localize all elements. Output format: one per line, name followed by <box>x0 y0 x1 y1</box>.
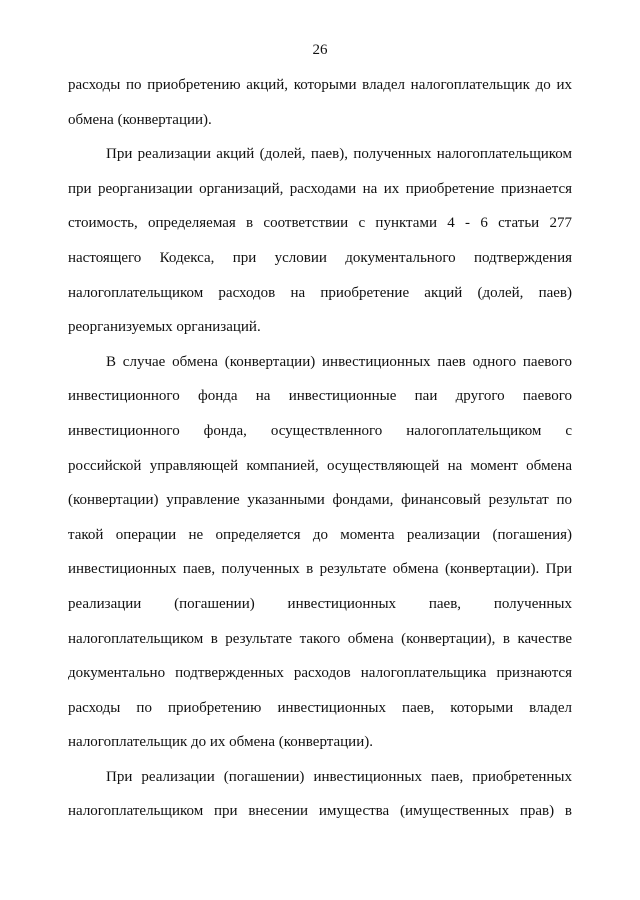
paragraph-4 <box>68 760 572 829</box>
text-line: обмена (конвертации). <box>68 111 212 128</box>
text-line: налогоплательщиком расходов на приобретение акций (долей, паев) <box>68 284 572 301</box>
text-line: документально подтвержденных расходов налогоплательщика признаются <box>68 665 572 682</box>
text-line: такой операции не определяется до момента реализации (погашения) <box>68 526 572 543</box>
document-body <box>68 68 572 829</box>
text-line: инвестиционного фонда на инвестиционные паи другого паевого <box>68 388 572 405</box>
text-line: расходы по приобретению акций, которыми владел налогоплательщик до их <box>68 77 572 93</box>
text-line: В случае обмена (конвертации) инвестиционных паев одного паевого <box>106 353 572 370</box>
text-line: налогоплательщик до их обмена (конвертации). <box>68 734 373 751</box>
text-line: При реализации (погашении) инвестиционных паев, приобретенных <box>106 768 572 785</box>
paragraph-2 <box>68 137 572 345</box>
text-line: налогоплательщиком при внесении имущества (имущественных прав) в <box>68 803 572 820</box>
text-line: реализации (погашении) инвестиционных паев, полученных <box>68 595 572 612</box>
text-line: настоящего Кодекса, при условии документального подтверждения <box>68 249 572 266</box>
text-line: инвестиционных паев, полученных в результате обмена (конвертации). При <box>68 561 572 578</box>
text-line: налогоплательщиком в результате такого обмена (конвертации), в качестве <box>68 630 572 647</box>
text-line: при реорганизации организаций, расходами на их приобретение признается <box>68 180 572 197</box>
paragraph-1 <box>68 68 572 137</box>
text-line: российской управляющей компанией, осуществляющей на момент обмена <box>68 457 572 474</box>
text-line: расходы по приобретению инвестиционных паев, которыми владел <box>68 699 572 716</box>
text-line: (конвертации) управление указанными фондами, финансовый результат по <box>68 492 572 509</box>
text-line: реорганизуемых организаций. <box>68 319 261 336</box>
text-line: стоимость, определяемая в соответствии с пунктами 4 - 6 статьи 277 <box>68 215 572 232</box>
page-number: 26 <box>312 42 328 58</box>
text-line: инвестиционного фонда, осуществленного налогоплательщиком с <box>68 422 572 439</box>
paragraph-3 <box>68 345 572 760</box>
text-line: При реализации акций (долей, паев), полученных налогоплательщиком <box>106 146 572 163</box>
